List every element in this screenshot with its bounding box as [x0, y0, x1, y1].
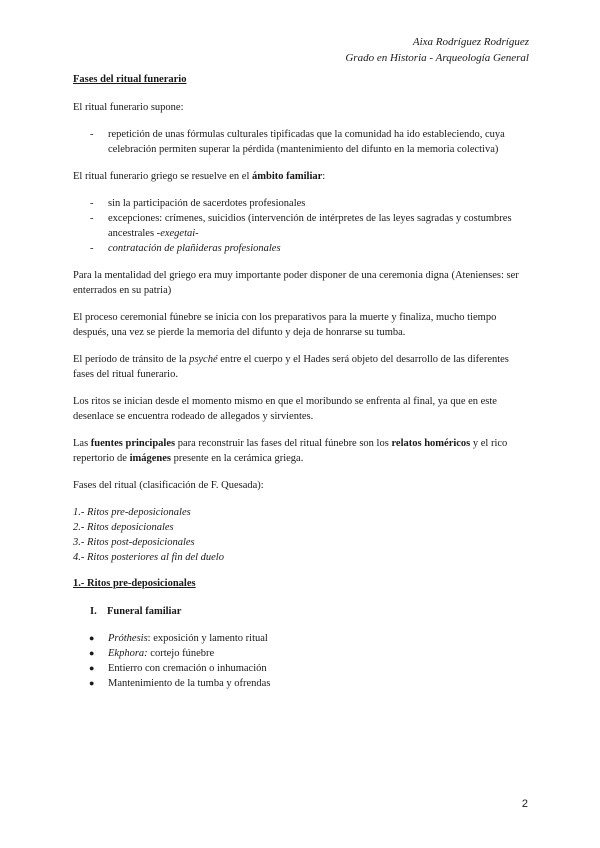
phases-intro-paragraph: Fases del ritual (clasificación de F. Quesada):: [73, 480, 264, 491]
psyche-paragraph: El período de tránsito de la psyché entre el cuerpo y el Hades será objeto del desarrollo de las diferentes fases del ritual funerario.: [73, 354, 509, 380]
ritual-list: [73, 127, 531, 157]
list-item: - sin la participación de sacerdotes profesionales: [73, 196, 531, 211]
mentality-paragraph: Para la mentalidad del griego era muy importante poder disponer de una ceremonia digna (Atenienses: ser enterrados en su patria): [73, 270, 519, 296]
document-body: [73, 72, 531, 691]
italic-term: psyché: [189, 354, 218, 365]
list-item: - repetición de unas fórmulas culturales tipificadas que la comunidad ha ido estableciendo, cuya celebración permiten superar la pérdida (mantenimiento del difunto en la memoria colectiva): [73, 127, 531, 157]
intro-paragraph: El ritual funerario supone:: [73, 102, 184, 113]
list-item: ● Mantenimiento de la tumba y ofrendas: [73, 676, 531, 691]
greek-ritual-paragraph: El ritual funerario griego se resuelve en el ámbito familiar:: [73, 171, 326, 182]
course-name: Grado en Historia - Arqueología General: [345, 52, 529, 64]
greek-ritual-list: [73, 196, 531, 256]
list-item: - contratación de plañideras profesionales: [73, 241, 531, 256]
phases-list: [73, 505, 531, 565]
list-item: 1.- Ritos pre-deposicionales: [73, 507, 191, 518]
section-title: 1.- Ritos pre-deposicionales: [73, 578, 196, 589]
page-header: [345, 34, 529, 66]
sources-paragraph: Las fuentes principales para reconstruir las fases del ritual fúnebre son los relatos homéricos y el rico repertorio de imágenes presente en la cerámica griega.: [73, 438, 508, 464]
list-item: ● Próthesis: exposición y lamento ritual: [73, 631, 531, 646]
italic-term: exegetai: [160, 228, 196, 239]
list-item: 4.- Ritos posteriores al fin del duelo: [73, 552, 224, 563]
list-item: ● Ekphora: cortejo fúnebre: [73, 646, 531, 661]
list-item: ● Entierro con cremación o inhumación: [73, 661, 531, 676]
rites-paragraph: Los ritos se inician desde el momento mismo en que el moribundo se enfrenta al final, ya que en este desenlace se encuentra rodeado de allegados y sirvientes.: [73, 396, 497, 422]
list-item: 3.- Ritos post-deposicionales: [73, 537, 195, 548]
list-item: 2.- Ritos deposicionales: [73, 522, 174, 533]
section-title: Fases del ritual funerario: [73, 74, 187, 85]
page-number: 2: [521, 798, 528, 810]
ceremonial-paragraph: El proceso ceremonial fúnebre se inicia con los preparativos para la muerte y finaliza, mucho tiempo después, una vez se pierde la memoria del difunto y deja de honrarse su tumba.: [73, 312, 497, 338]
bold-term: ámbito familiar: [252, 171, 323, 182]
subsection-heading: I. Funeral familiar: [90, 606, 182, 617]
funeral-list: [73, 631, 531, 691]
author-name: Aixa Rodríguez Rodríguez: [412, 36, 529, 48]
list-item: - excepciones: crímenes, suicidios (intervención de intérpretes de las leyes sagradas y costumbres ancestrales -exegetai-: [73, 211, 531, 241]
